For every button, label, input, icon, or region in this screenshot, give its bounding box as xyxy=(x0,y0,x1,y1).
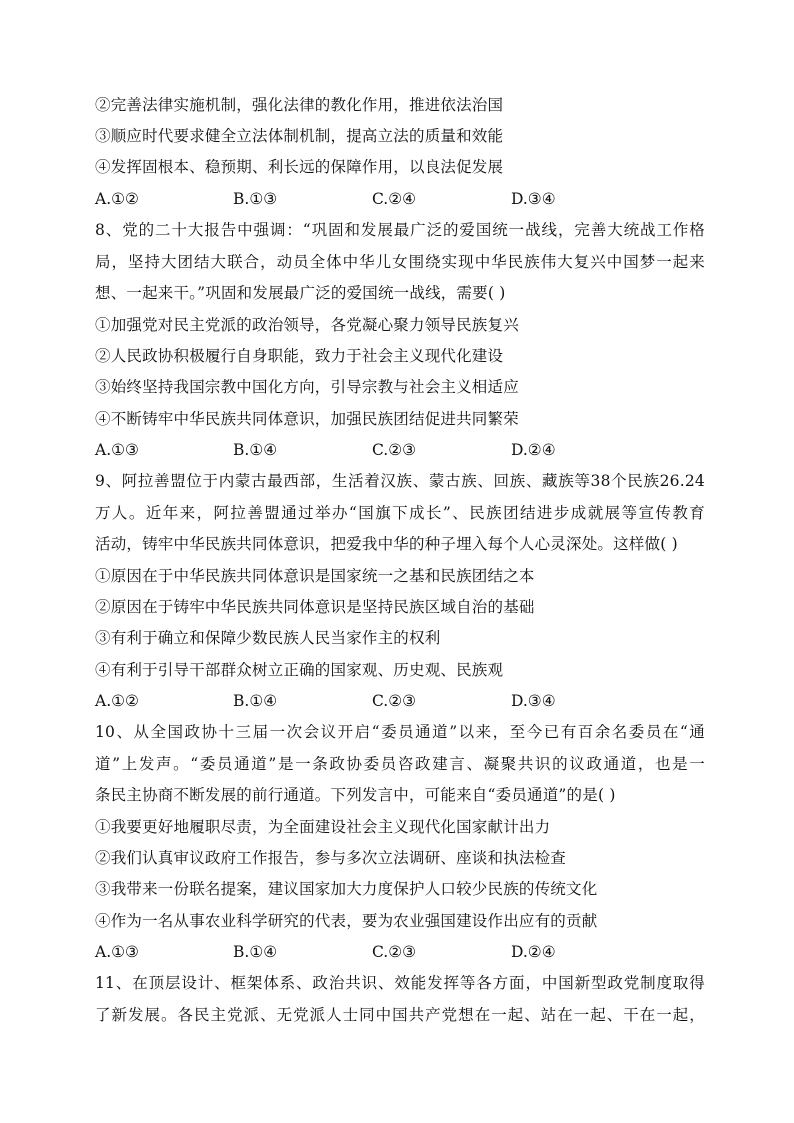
q7-choices xyxy=(95,189,705,209)
q9-option-4: ④有利于引导干部群众树立正确的国家观、历史观、民族观 xyxy=(95,661,504,679)
q7-option-2: ②完善法律实施机制，强化法律的教化作用，推进依法治国 xyxy=(95,96,504,114)
q10-option-1: ①我要更好地履职尽责，为全面建设社会主义现代化国家献计出力 xyxy=(95,818,551,836)
q9-stem-line-3: 活动，铸牢中华民族共同体意识，把爱我中华的种子埋入每个人心灵深处。这样做( ) xyxy=(95,535,678,553)
q9-option-3: ③有利于确立和保障少数民族人民当家作主的权利 xyxy=(95,629,441,647)
q10-option-2: ②我们认真审议政府工作报告，参与多次立法调研、座谈和执法检查 xyxy=(95,849,567,867)
q9-choice-b: B.①④ xyxy=(233,692,278,710)
q8-choice-d: D.②④ xyxy=(511,441,556,459)
q10-stem-line-3: 条民主协商不断发展的前行通道。下列发言中，可能来自“委员通道”的是( ) xyxy=(95,786,616,804)
q7-choice-a: A.①② xyxy=(95,190,139,208)
q10-choice-d: D.②④ xyxy=(511,943,556,961)
q10-choice-b: B.①④ xyxy=(233,943,278,961)
q8-stem-line-3: 想、一起来干。”巩固和发展最广泛的爱国统一战线，需要( ) xyxy=(95,284,506,302)
q8-option-3: ③始终坚持我国宗教中国化方向，引导宗教与社会主义相适应 xyxy=(95,378,519,396)
q10-option-3: ③我带来一份联名提案，建议国家加大力度保护人口较少民族的传统文化 xyxy=(95,880,598,898)
q11-stem-line-1: 11、在顶层设计、框架体系、政治共识、效能发挥等各方面，中国新型政党制度取得 xyxy=(95,974,705,992)
q10-choice-c: C.②③ xyxy=(372,943,417,961)
q9-choices xyxy=(95,691,705,711)
q7-choice-d: D.③④ xyxy=(511,190,556,208)
q9-stem-line-2: 万人。近年来，阿拉善盟通过举办“国旗下成长”、民族团结进步成就展等宣传教育 xyxy=(95,504,705,522)
q8-choice-b: B.①④ xyxy=(233,441,278,459)
q9-choice-a: A.①② xyxy=(95,692,139,710)
q10-stem-line-2: 道”上发声。“委员通道”是一条政协委员咨政建言、凝聚共识的议政通道，也是一 xyxy=(95,755,705,773)
q9-choice-c: C.②③ xyxy=(372,692,417,710)
q10-option-4: ④作为一名从事农业科学研究的代表，要为农业强国建设作出应有的贡献 xyxy=(95,912,598,930)
q8-stem-line-2: 局，坚持大团结大联合，动员全体中华儿女围绕实现中华民族伟大复兴中国梦一起来 xyxy=(95,253,705,271)
q7-option-4: ④发挥固根本、稳预期、利长远的保障作用，以良法促发展 xyxy=(95,158,504,176)
q9-option-1: ①原因在于中华民族共同体意识是国家统一之基和民族团结之本 xyxy=(95,567,535,585)
q8-option-4: ④不断铸牢中华民族共同体意识，加强民族团结促进共同繁荣 xyxy=(95,410,519,428)
q8-option-1: ①加强党对民主党派的政治领导，各党凝心聚力领导民族复兴 xyxy=(95,316,519,334)
q8-choices xyxy=(95,440,705,460)
q7-choice-c: C.②④ xyxy=(372,190,417,208)
q9-stem-line-1: 9、阿拉善盟位于内蒙古最西部，生活着汉族、蒙古族、回族、藏族等38个民族26.24 xyxy=(95,472,705,490)
q7-choice-b: B.①③ xyxy=(233,190,278,208)
q9-option-2: ②原因在于铸牢中华民族共同体意识是坚持民族区域自治的基础 xyxy=(95,598,535,616)
q8-stem-line-1: 8、党的二十大报告中强调：“巩固和发展最广泛的爱国统一战线，完善大统战工作格 xyxy=(95,221,705,239)
q7-option-3: ③顺应时代要求健全立法体制机制，提高立法的质量和效能 xyxy=(95,127,504,145)
q10-choice-a: A.①③ xyxy=(95,943,139,961)
q10-choices xyxy=(95,942,705,962)
q8-option-2: ②人民政协积极履行自身职能，致力于社会主义现代化建设 xyxy=(95,347,504,365)
q10-stem-line-1: 10、从全国政协十三届一次会议开启“委员通道”以来，至今已有百余名委员在“通 xyxy=(95,723,705,741)
q8-choice-a: A.①③ xyxy=(95,441,139,459)
q9-choice-d: D.③④ xyxy=(511,692,556,710)
q8-choice-c: C.②③ xyxy=(372,441,417,459)
q11-stem-line-2: 了新发展。各民主党派、无党派人士同中国共产党想在一起、站在一起、干在一起， xyxy=(95,1006,705,1024)
